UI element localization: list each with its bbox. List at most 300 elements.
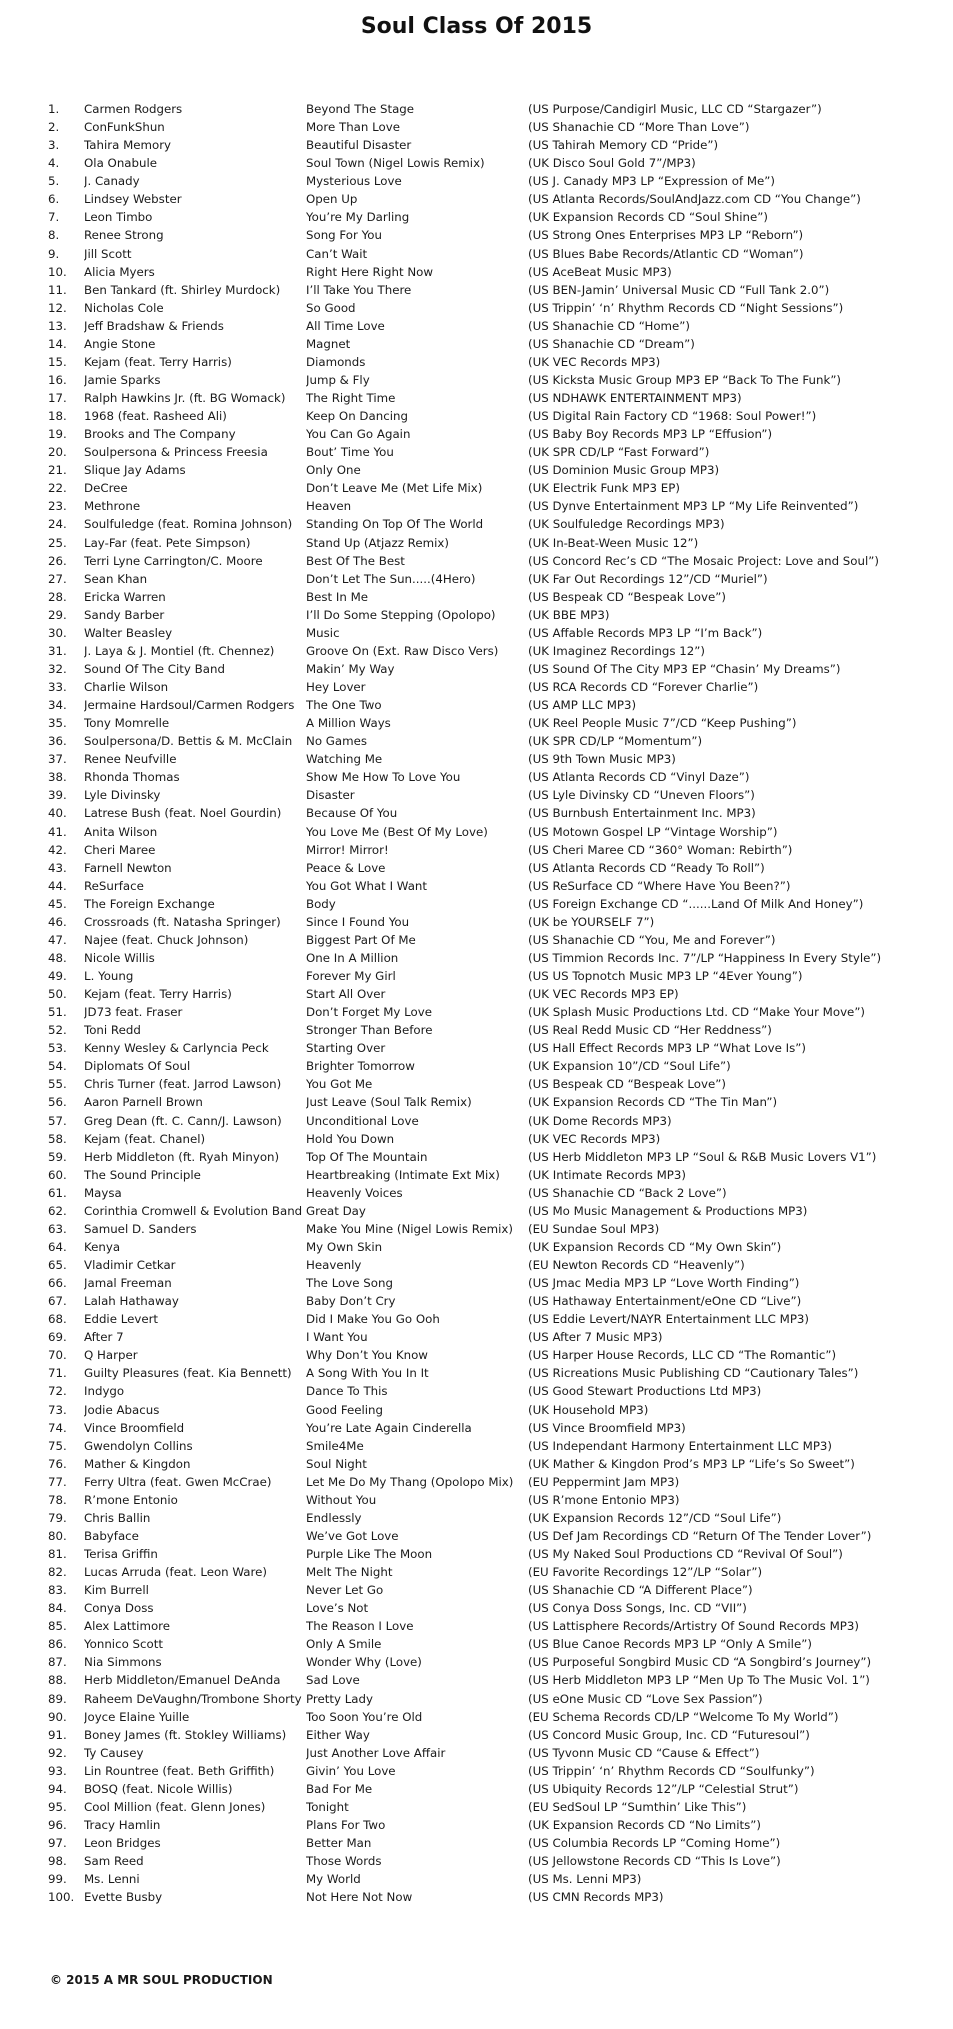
track-title: Body — [306, 896, 336, 911]
track-row — [0, 931, 953, 949]
track-number: 84. — [48, 1601, 67, 1616]
track-label: (US Ms. Lenni MP3) — [528, 1872, 642, 1887]
track-row — [0, 1798, 953, 1816]
track-row — [0, 1003, 953, 1021]
track-label: (UK Dome Records MP3) — [528, 1113, 672, 1128]
track-label: (US Motown Gospel LP “Vintage Worship”) — [528, 824, 778, 839]
track-title: Brighter Tomorrow — [306, 1059, 415, 1074]
track-number: 67. — [48, 1294, 67, 1309]
track-number: 53. — [48, 1041, 67, 1056]
track-label: (UK Far Out Recordings 12”/CD “Muriel”) — [528, 571, 768, 586]
track-label: (US Concord Rec’s CD “The Mosaic Project: Love and Soul”) — [528, 553, 879, 568]
track-title: Top Of The Mountain — [306, 1149, 428, 1164]
track-label: (US Atlanta Records CD “Ready To Roll”) — [528, 860, 765, 875]
track-number: 14. — [48, 336, 67, 351]
track-label: (US eOne Music CD “Love Sex Passion”) — [528, 1691, 763, 1706]
track-title: Starting Over — [306, 1041, 386, 1056]
track-label: (US BEN-Jamin’ Universal Music CD “Full Tank 2.0”) — [528, 282, 830, 297]
track-number: 35. — [48, 716, 67, 731]
track-title: Wonder Why (Love) — [306, 1655, 422, 1670]
track-artist: Lucas Arruda (feat. Leon Ware) — [84, 1565, 267, 1580]
track-artist: Ferry Ultra (feat. Gwen McCrae) — [84, 1474, 272, 1489]
track-title: You’re Late Again Cinderella — [306, 1420, 472, 1435]
track-title: Heartbreaking (Intimate Ext Mix) — [306, 1167, 500, 1182]
track-number: 72. — [48, 1384, 67, 1399]
track-artist: Jodie Abacus — [84, 1402, 160, 1417]
track-artist: Aaron Parnell Brown — [84, 1095, 203, 1110]
track-label: (US Strong Ones Enterprises MP3 LP “Reborn”) — [528, 228, 804, 243]
track-artist: Eddie Levert — [84, 1312, 159, 1327]
track-title: Show Me How To Love You — [306, 770, 461, 785]
track-row — [0, 335, 953, 353]
track-number: 61. — [48, 1185, 67, 1200]
track-number: 10. — [48, 264, 67, 279]
track-row — [0, 1744, 953, 1762]
track-number: 48. — [48, 950, 67, 965]
track-artist: Sam Reed — [84, 1854, 144, 1869]
track-title: Don’t Forget My Love — [306, 1005, 432, 1020]
track-title: Biggest Part Of Me — [306, 932, 416, 947]
track-artist: Jamal Freeman — [84, 1276, 172, 1291]
track-label: (UK Soulfuledge Recordings MP3) — [528, 517, 725, 532]
track-label: (US CMN Records MP3) — [528, 1890, 664, 1905]
track-title: Did I Make You Go Ooh — [306, 1312, 440, 1327]
track-title: Endlessly — [306, 1510, 362, 1525]
track-number: 59. — [48, 1149, 67, 1164]
track-number: 81. — [48, 1547, 67, 1561]
track-number: 36. — [48, 734, 67, 749]
track-label: (US RCA Records CD “Forever Charlie”) — [528, 680, 759, 694]
track-artist: Kejam (feat. Terry Harris) — [84, 354, 232, 369]
track-title: Diamonds — [306, 354, 366, 369]
track-title: Best In Me — [306, 589, 369, 604]
track-artist: Kejam (feat. Chanel) — [84, 1131, 206, 1146]
track-label: (UK SPR CD/LP “Fast Forward”) — [528, 445, 710, 460]
track-title: I’ll Take You There — [306, 282, 412, 297]
track-number: 3. — [48, 138, 60, 153]
track-number: 1. — [48, 102, 60, 116]
track-artist: The Sound Principle — [84, 1167, 201, 1182]
track-row — [0, 425, 953, 443]
track-label: (US R’mone Entonio MP3) — [528, 1492, 680, 1507]
track-label: (US Atlanta Records CD “Vinyl Daze”) — [528, 770, 750, 785]
track-number: 7. — [48, 210, 60, 225]
track-title: Heavenly — [306, 1258, 362, 1272]
track-title: Best Of The Best — [306, 553, 405, 568]
track-artist: Tony Momrelle — [84, 716, 170, 731]
track-number: 64. — [48, 1239, 67, 1254]
track-number: 88. — [48, 1673, 67, 1688]
track-artist: ReSurface — [84, 878, 144, 893]
track-title: I Want You — [306, 1330, 368, 1345]
track-row — [0, 190, 953, 208]
track-artist: Chris Ballin — [84, 1510, 151, 1525]
track-label: (US Ubiquity Records 12”/LP “Celestial Strut”) — [528, 1781, 799, 1796]
track-row — [0, 1401, 953, 1419]
track-label: (EU Favorite Recordings 12”/LP “Solar”) — [528, 1565, 763, 1580]
track-row — [0, 714, 953, 732]
track-label: (US Concord Music Group, Inc. CD “Futuresoul”) — [528, 1727, 810, 1742]
track-row — [0, 407, 953, 425]
track-row — [0, 967, 953, 985]
track-label: (UK Mather & Kingdon Prod’s MP3 LP “Life’s So Sweet”) — [528, 1456, 855, 1471]
track-artist: Indygo — [84, 1384, 125, 1399]
track-artist: Yonnico Scott — [84, 1637, 163, 1652]
track-title: Magnet — [306, 336, 351, 351]
track-title: A Million Ways — [306, 716, 391, 731]
track-number: 73. — [48, 1402, 67, 1417]
track-row — [0, 263, 953, 281]
track-artist: Lalah Hathaway — [84, 1294, 179, 1309]
track-title: Stand Up (Atjazz Remix) — [306, 535, 449, 550]
track-number: 23. — [48, 499, 67, 514]
track-title: Plans For Two — [306, 1817, 386, 1832]
track-row — [0, 1364, 953, 1382]
track-title: A Song With You In It — [306, 1366, 429, 1381]
track-artist: Farnell Newton — [84, 860, 172, 875]
track-artist: Jamie Sparks — [84, 372, 161, 387]
track-artist: Nia Simmons — [84, 1655, 162, 1670]
track-artist: J. Canady — [84, 174, 140, 189]
track-number: 56. — [48, 1095, 67, 1110]
track-title: Standing On Top Of The World — [306, 517, 484, 532]
track-label: (US Cheri Maree CD “360° Woman: Rebirth”) — [528, 842, 793, 857]
track-number: 66. — [48, 1276, 67, 1291]
track-artist: Nicholas Cole — [84, 300, 164, 315]
track-row — [0, 317, 953, 335]
track-artist: Lay-Far (feat. Pete Simpson) — [84, 535, 251, 550]
track-title: You Can Go Again — [306, 427, 411, 442]
track-artist: Ben Tankard (ft. Shirley Murdock) — [84, 282, 281, 297]
track-artist: Lin Rountree (feat. Beth Griffith) — [84, 1763, 275, 1778]
track-list — [0, 100, 953, 1906]
track-number: 13. — [48, 318, 67, 333]
track-title: Mirror! Mirror! — [306, 842, 389, 857]
track-artist: Sound Of The City Band — [84, 661, 225, 676]
track-title: Unconditional Love — [306, 1113, 419, 1128]
track-artist: Methrone — [84, 499, 141, 514]
track-artist: Tahira Memory — [84, 138, 172, 153]
track-artist: Q Harper — [84, 1348, 138, 1363]
track-number: 50. — [48, 987, 67, 1002]
track-artist: Lindsey Webster — [84, 192, 182, 207]
track-artist: Cheri Maree — [84, 842, 156, 857]
track-title: We’ve Got Love — [306, 1528, 399, 1543]
track-title: You Got What I Want — [306, 878, 428, 893]
track-label: (US Atlanta Records/SoulAndJazz.com CD “You Change”) — [528, 192, 861, 207]
track-title: Why Don’t You Know — [306, 1348, 428, 1363]
track-artist: Jill Scott — [84, 246, 132, 261]
track-row — [0, 479, 953, 497]
page-title: Soul Class Of 2015 — [360, 14, 593, 39]
track-row — [0, 100, 953, 118]
track-row — [0, 678, 953, 696]
track-row — [0, 118, 953, 136]
track-number: 37. — [48, 752, 67, 767]
track-label: (US Shanachie CD “More Than Love”) — [528, 120, 750, 135]
track-artist: Raheem DeVaughn/Trombone Shorty — [84, 1691, 302, 1706]
track-number: 22. — [48, 481, 67, 496]
track-title: The Love Song — [306, 1276, 393, 1291]
track-title: Bout’ Time You — [306, 445, 394, 460]
track-number: 86. — [48, 1637, 67, 1652]
track-label: (US Bespeak CD “Bespeak Love”) — [528, 589, 726, 604]
track-artist: Ola Onabule — [84, 156, 158, 171]
track-label: (US Purpose/Candigirl Music, LLC CD “Stargazer”) — [528, 102, 822, 116]
track-number: 40. — [48, 806, 67, 821]
track-title: You Love Me (Best Of My Love) — [306, 824, 488, 839]
track-row — [0, 1527, 953, 1545]
track-number: 17. — [48, 391, 67, 405]
track-row — [0, 299, 953, 317]
track-artist: Conya Doss — [84, 1601, 154, 1616]
track-label: (UK VEC Records MP3 EP) — [528, 987, 679, 1002]
track-number: 6. — [48, 192, 60, 207]
track-row — [0, 1635, 953, 1653]
track-artist: Herb Middleton (ft. Ryah Minyon) — [84, 1149, 280, 1164]
track-number: 26. — [48, 553, 67, 568]
track-artist: BOSQ (feat. Nicole Willis) — [84, 1781, 233, 1796]
track-title: My World — [306, 1872, 361, 1887]
track-number: 18. — [48, 409, 67, 424]
track-number: 52. — [48, 1023, 67, 1038]
track-row — [0, 1491, 953, 1509]
track-artist: Anita Wilson — [84, 824, 158, 839]
track-artist: Nicole Willis — [84, 950, 155, 965]
track-title: Tonight — [306, 1799, 349, 1814]
track-number: 29. — [48, 607, 67, 622]
track-title: Hold You Down — [306, 1131, 395, 1146]
track-row — [0, 172, 953, 190]
track-row — [0, 768, 953, 786]
track-artist: Crossroads (ft. Natasha Springer) — [84, 914, 281, 929]
track-row — [0, 443, 953, 461]
track-number: 38. — [48, 770, 67, 785]
track-row — [0, 1690, 953, 1708]
track-row — [0, 804, 953, 822]
track-artist: Ms. Lenni — [84, 1872, 140, 1887]
track-number: 51. — [48, 1005, 67, 1020]
track-title: Because Of You — [306, 806, 398, 821]
track-row — [0, 226, 953, 244]
track-number: 79. — [48, 1510, 67, 1525]
track-title: Watching Me — [306, 752, 383, 767]
track-number: 83. — [48, 1583, 67, 1598]
track-label: (US Herb Middleton MP3 LP “Men Up To The Music Vol. 1”) — [528, 1673, 870, 1688]
track-title: Dance To This — [306, 1384, 388, 1399]
track-row — [0, 552, 953, 570]
track-number: 89. — [48, 1691, 67, 1706]
track-number: 70. — [48, 1348, 67, 1363]
track-number: 11. — [48, 282, 67, 297]
track-number: 94. — [48, 1781, 67, 1796]
track-artist: Vladimir Cetkar — [84, 1258, 176, 1272]
track-number: 93. — [48, 1763, 67, 1778]
track-number: 39. — [48, 788, 67, 803]
track-title: Smile4Me — [306, 1438, 364, 1453]
track-title: Heavenly Voices — [306, 1185, 403, 1200]
track-row — [0, 497, 953, 515]
track-title: One In A Million — [306, 950, 399, 965]
track-number: 24. — [48, 517, 67, 532]
track-artist: 1968 (feat. Rasheed Ali) — [84, 409, 227, 424]
track-number: 95. — [48, 1799, 67, 1814]
track-row — [0, 1274, 953, 1292]
track-label: (US Dynve Entertainment MP3 LP “My Life Reinvented”) — [528, 499, 859, 514]
track-row — [0, 154, 953, 172]
track-artist: Kim Burrell — [84, 1583, 149, 1598]
track-row — [0, 389, 953, 407]
track-label: (US Sound Of The City MP3 EP “Chasin’ My Dreams”) — [528, 661, 841, 676]
track-row — [0, 461, 953, 479]
track-number: 49. — [48, 969, 67, 983]
track-row — [0, 1762, 953, 1780]
track-row — [0, 136, 953, 154]
track-title: Makin’ My Way — [306, 661, 395, 676]
track-row — [0, 624, 953, 642]
track-label: (UK Household MP3) — [528, 1402, 649, 1417]
track-row — [0, 913, 953, 931]
track-artist: Terisa Griffin — [84, 1547, 158, 1561]
track-artist: Terri Lyne Carrington/C. Moore — [84, 553, 263, 568]
track-label: (US Real Redd Music CD “Her Reddness”) — [528, 1023, 772, 1038]
track-row — [0, 1093, 953, 1111]
track-label: (UK Splash Music Productions Ltd. CD “Make Your Move”) — [528, 1005, 866, 1020]
track-row — [0, 245, 953, 263]
track-artist: Evette Busby — [84, 1890, 163, 1905]
track-number: 12. — [48, 300, 67, 315]
track-label: (US 9th Town Music MP3) — [528, 752, 676, 767]
track-artist: JD73 feat. Fraser — [84, 1005, 183, 1020]
track-label: (US Columbia Records LP “Coming Home”) — [528, 1836, 781, 1850]
track-label: (US Eddie Levert/NAYR Entertainment LLC MP3) — [528, 1312, 810, 1327]
track-artist: Samuel D. Sanders — [84, 1221, 197, 1236]
track-artist: Soulfuledge (feat. Romina Johnson) — [84, 517, 293, 532]
track-artist: Corinthia Cromwell & Evolution Band — [84, 1203, 303, 1218]
track-artist: Gwendolyn Collins — [84, 1438, 193, 1453]
track-row — [0, 1039, 953, 1057]
track-row — [0, 1708, 953, 1726]
track-label: (UK Intimate Records MP3) — [528, 1167, 686, 1182]
track-number: 82. — [48, 1565, 67, 1580]
track-row — [0, 1780, 953, 1798]
track-label: (EU SedSoul LP “Sumthin’ Like This”) — [528, 1799, 747, 1814]
track-row — [0, 859, 953, 877]
track-row — [0, 1599, 953, 1617]
track-label: (US Hathaway Entertainment/eOne CD “Live”) — [528, 1294, 802, 1309]
track-title: Not Here Not Now — [306, 1890, 413, 1905]
track-number: 33. — [48, 680, 67, 694]
track-label: (US Ricreations Music Publishing CD “Cautionary Tales”) — [528, 1366, 859, 1381]
track-title: Just Leave (Soul Talk Remix) — [306, 1095, 472, 1110]
track-number: 71. — [48, 1366, 67, 1381]
track-title: You’re My Darling — [306, 210, 410, 225]
track-number: 97. — [48, 1836, 67, 1850]
track-label: (US Herb Middleton MP3 LP “Soul & R&B Music Lovers V1”) — [528, 1149, 877, 1164]
track-title: Good Feeling — [306, 1402, 383, 1417]
track-title: Mysterious Love — [306, 174, 402, 189]
track-label: (US Trippin’ ‘n’ Rhythm Records CD “Night Sessions”) — [528, 300, 844, 315]
track-artist: Chris Turner (feat. Jarrod Lawson) — [84, 1077, 282, 1092]
track-label: (US After 7 Music MP3) — [528, 1330, 663, 1345]
track-row — [0, 696, 953, 714]
track-row — [0, 1834, 953, 1852]
track-label: (US Hall Effect Records MP3 LP “What Love Is”) — [528, 1041, 806, 1056]
track-artist: Slique Jay Adams — [84, 463, 186, 478]
track-label: (US NDHAWK ENTERTAINMENT MP3) — [528, 391, 742, 405]
track-artist: Herb Middleton/Emanuel DeAnda — [84, 1673, 281, 1688]
track-row — [0, 1617, 953, 1635]
track-artist: Leon Bridges — [84, 1836, 161, 1850]
track-artist: Charlie Wilson — [84, 680, 169, 694]
track-number: 63. — [48, 1221, 67, 1236]
track-artist: Soulpersona/D. Bettis & M. McClain — [84, 734, 293, 749]
track-artist: Kenny Wesley & Carlyncia Peck — [84, 1041, 269, 1056]
track-number: 41. — [48, 824, 67, 839]
track-label: (UK SPR CD/LP “Momentum”) — [528, 734, 703, 749]
track-row — [0, 642, 953, 660]
track-row — [0, 1816, 953, 1834]
track-label: (US Trippin’ ‘n’ Rhythm Records CD “Soulfunky”) — [528, 1763, 815, 1778]
track-number: 25. — [48, 535, 67, 550]
track-title: Song For You — [306, 228, 382, 243]
track-number: 55. — [48, 1077, 67, 1092]
track-row — [0, 515, 953, 533]
track-title: Only One — [306, 463, 361, 478]
track-row — [0, 1075, 953, 1093]
track-label: (UK Expansion Records CD “No Limits”) — [528, 1817, 761, 1832]
track-label: (US Shanachie CD “A Different Place”) — [528, 1583, 753, 1598]
track-artist: Rhonda Thomas — [84, 770, 180, 785]
track-row — [0, 895, 953, 913]
track-label: (US J. Canady MP3 LP “Expression of Me”) — [528, 174, 775, 189]
track-label: (US Baby Boy Records MP3 LP “Effusion”) — [528, 427, 773, 442]
track-number: 28. — [48, 589, 67, 604]
track-row — [0, 1455, 953, 1473]
track-artist: Jermaine Hardsoul/Carmen Rodgers — [84, 698, 295, 713]
track-label: (US Blue Canoe Records MP3 LP “Only A Smile”) — [528, 1637, 812, 1652]
track-label: (US Def Jam Recordings CD “Return Of The Tender Lover”) — [528, 1528, 872, 1543]
track-row — [0, 1112, 953, 1130]
track-artist: Alicia Myers — [84, 264, 155, 279]
track-label: (US ReSurface CD “Where Have You Been?”) — [528, 878, 791, 893]
track-number: 78. — [48, 1492, 67, 1507]
track-number: 69. — [48, 1330, 67, 1345]
track-title: Sad Love — [306, 1673, 360, 1688]
track-number: 16. — [48, 372, 67, 387]
track-label: (UK Expansion Records CD “The Tin Man”) — [528, 1095, 778, 1110]
track-title: Can’t Wait — [306, 246, 368, 261]
track-artist: Ericka Warren — [84, 589, 166, 604]
track-label: (EU Sundae Soul MP3) — [528, 1221, 660, 1236]
track-number: 32. — [48, 661, 67, 676]
track-label: (US Conya Doss Songs, Inc. CD “VII”) — [528, 1601, 747, 1616]
track-row — [0, 1166, 953, 1184]
track-title: Since I Found You — [306, 914, 410, 929]
track-artist: Mather & Kingdon — [84, 1456, 191, 1471]
track-artist: DeCree — [84, 481, 128, 496]
track-artist: Maysa — [84, 1185, 122, 1200]
track-row — [0, 1021, 953, 1039]
track-label: (UK VEC Records MP3) — [528, 354, 661, 369]
track-title: Givin’ You Love — [306, 1763, 396, 1778]
track-label: (US Jellowstone Records CD “This Is Love”) — [528, 1854, 781, 1869]
track-title: All Time Love — [306, 318, 385, 333]
track-number: 74. — [48, 1420, 67, 1435]
track-number: 65. — [48, 1258, 67, 1272]
track-row — [0, 1328, 953, 1346]
track-row — [0, 732, 953, 750]
